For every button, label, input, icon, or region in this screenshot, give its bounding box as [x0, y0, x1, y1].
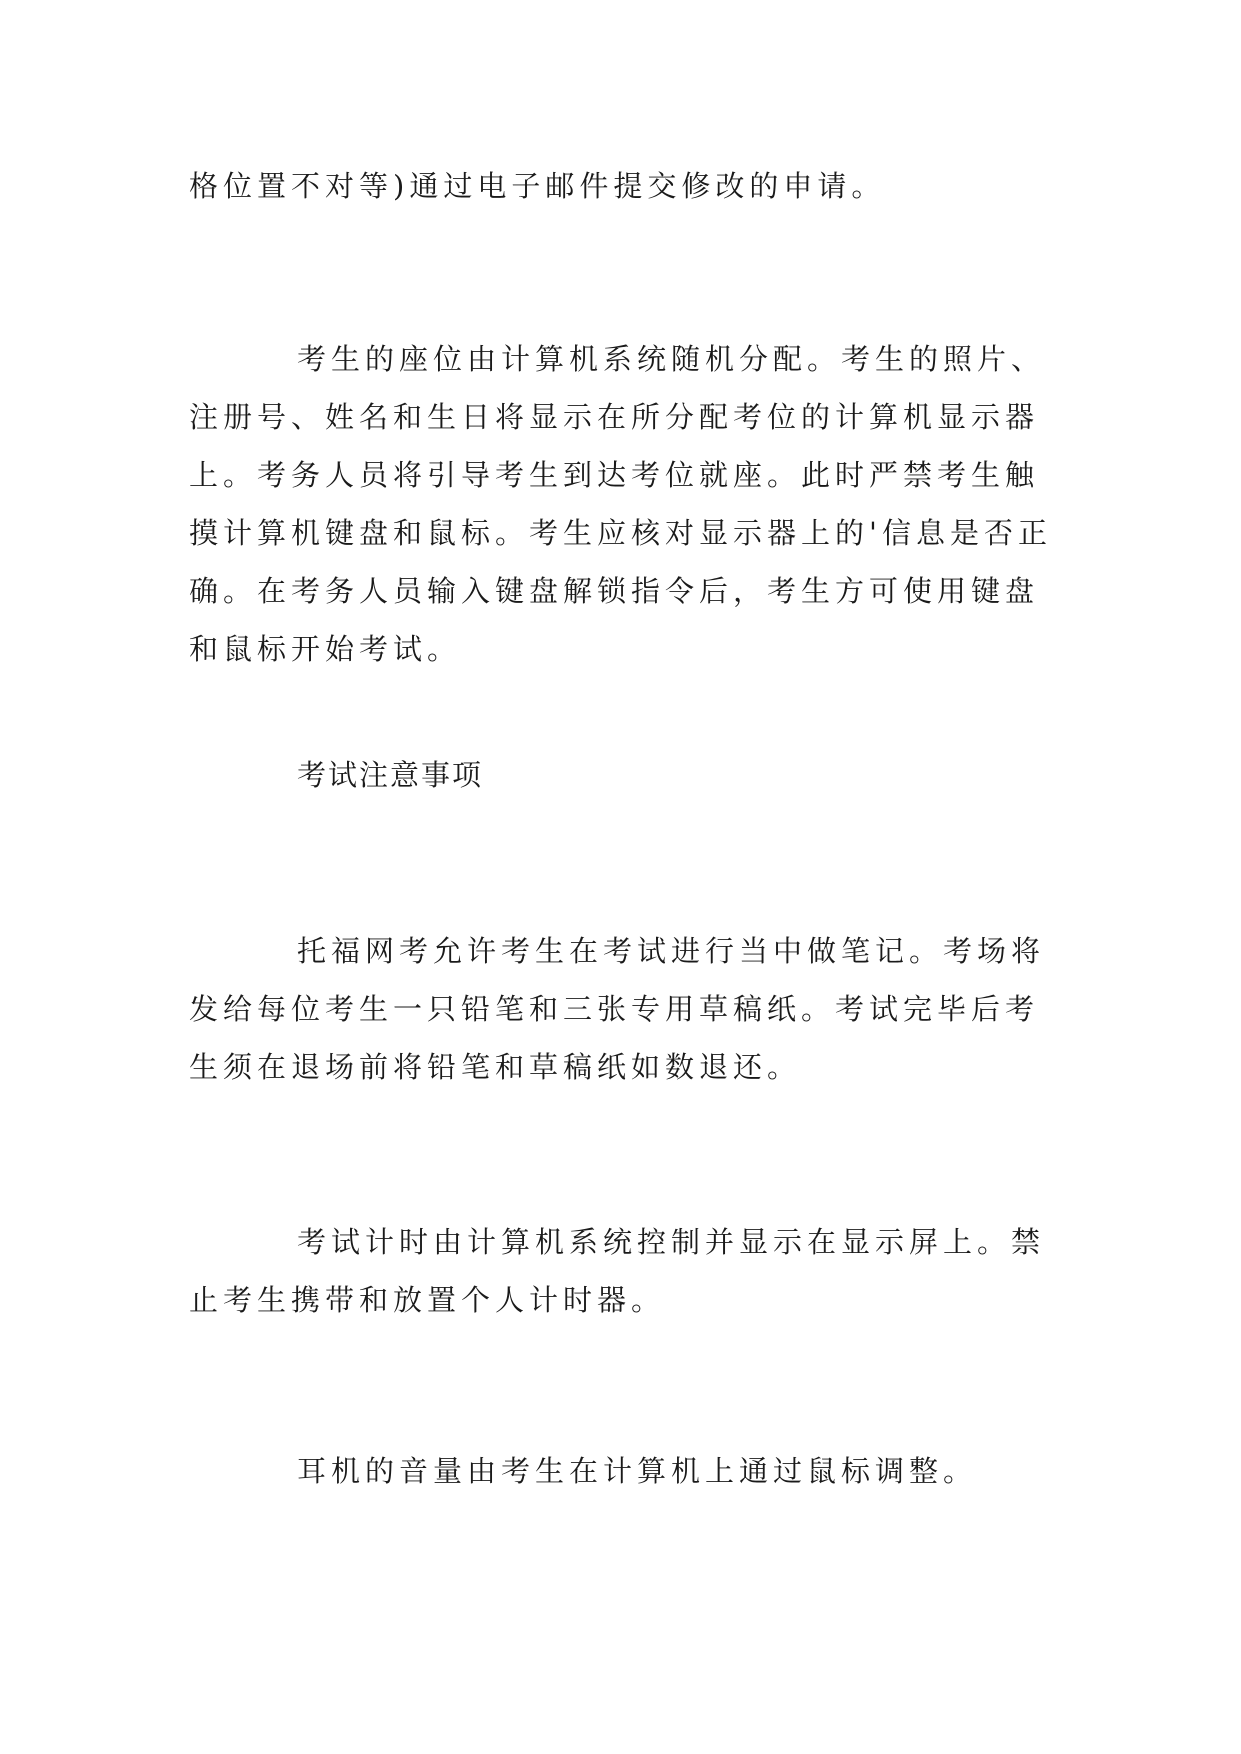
paragraph-continuation: 格位置不对等)通过电子邮件提交修改的申请。 [189, 169, 886, 203]
paragraph-timing: 考试计时由计算机系统控制并显示在显示屏上。禁止考生携带和放置个人计时器。 [189, 1225, 1046, 1317]
section-heading: 考试注意事项 [297, 758, 484, 792]
paragraph-headphones: 耳机的音量由考生在计算机上通过鼠标调整。 [297, 1454, 978, 1488]
paragraph-seating: 考生的座位由计算机系统随机分配。考生的照片、注册号、姓名和生日将显示在所分配考位的计算机显示器上。考务人员将引导考生到达考位就座。此时严禁考生触摸计算机键盘和鼠标。考生应核对显示器上的'信息是否正确。在考务人员输入键盘解锁指令后，考生方可使用键盘和鼠标开始考试。 [189, 342, 1052, 666]
paragraph-notes: 托福网考允许考生在考试进行当中做笔记。考场将发给每位考生一只铅笔和三张专用草稿纸。考试完毕后考生须在退场前将铅笔和草稿纸如数退还。 [189, 934, 1046, 1084]
